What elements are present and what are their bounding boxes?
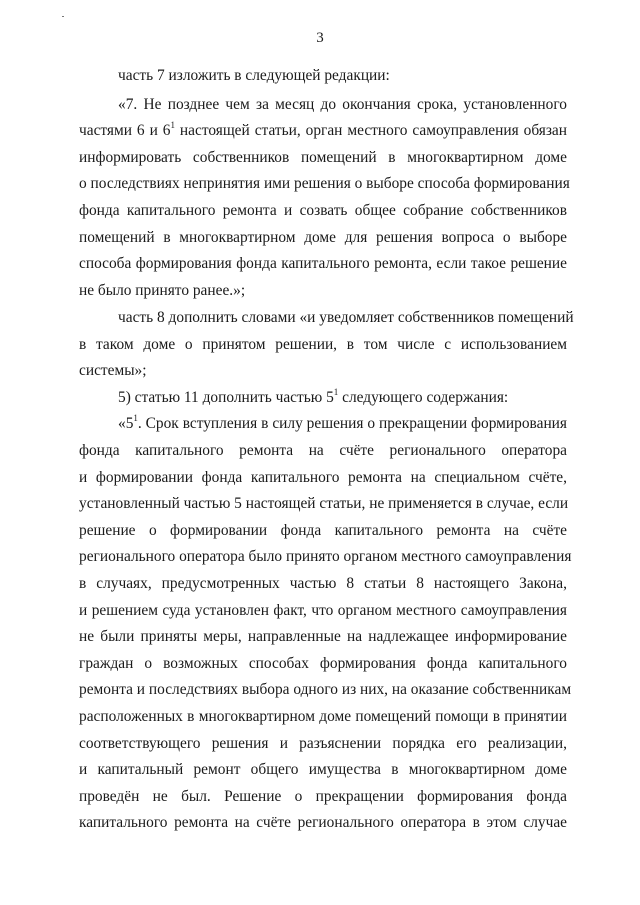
- text-line: соответствующего решения и разъяснении порядка его реализации,: [79, 735, 567, 752]
- text-line: и формировании фонда капитального ремонта на специальном счёте,: [79, 469, 567, 486]
- text-line: 5) статью 11 дополнить частью $5^1$ следующего содержания:: [118, 387, 509, 406]
- text-line: решение о формировании фонда капитального ремонта на счёте: [79, 522, 567, 539]
- text-line: «7. Не позднее чем за месяц до окончания срока, установленного: [118, 96, 567, 113]
- text-line: ремонта и последствиях выбора одного из них, на оказание собственникам: [79, 681, 572, 698]
- text-line: в таком доме о принятом решении, в том числе с использованием: [79, 336, 567, 353]
- page-number: 3: [316, 30, 324, 46]
- text-line: фонда капитального ремонта на счёте регионального оператора: [79, 442, 567, 459]
- text-line: расположенных в многоквартирном доме помещений помощи в принятии: [79, 708, 567, 725]
- text-line: часть 7 изложить в следующей редакции:: [118, 67, 390, 84]
- text-line: не было принято ранее.»;: [79, 282, 246, 299]
- text-line: помещений в многоквартирном доме для решения вопроса о выборе: [79, 229, 567, 246]
- text-line: часть 8 дополнить словами «и уведомляет собственников помещений: [118, 309, 574, 326]
- text-line: системы»;: [79, 362, 147, 379]
- text-line: и решением суда установлен факт, что органом местного самоуправления: [79, 602, 567, 619]
- text-line: «$5^1$. Срок вступления в силу решения о прекращении формирования: [118, 413, 567, 432]
- text-line: частями 6 и $6^1$ настоящей статьи, орган местного самоуправления обязан: [79, 120, 567, 139]
- text-line: о последствиях непринятия ими решения о выборе способа формирования: [79, 175, 570, 192]
- text-line: регионального оператора было принято органом местного самоуправления: [79, 548, 572, 565]
- text-line: не были приняты меры, направленные на надлежащее информирование: [79, 628, 567, 645]
- text-line: и капитальный ремонт общего имущества в многоквартирном доме: [79, 761, 567, 778]
- text-line: капитального ремонта на счёте регионального оператора в этом случае: [79, 814, 567, 831]
- text-line: в случаях, предусмотренных частью 8 статьи 8 настоящего Закона,: [79, 575, 567, 592]
- text-line: установленный частью 5 настоящей статьи, не применяется в случае, если: [79, 495, 569, 512]
- text-line: информировать собственников помещений в многоквартирном доме: [79, 149, 567, 166]
- text-line: граждан о возможных способах формирования фонда капитального: [79, 655, 567, 672]
- text-line: проведён не был. Решение о прекращении формирования фонда: [79, 788, 567, 805]
- text-line: фонда капитального ремонта и созвать общее собрание собственников: [79, 202, 567, 219]
- text-line: способа формирования фонда капитального ремонта, если такое решение: [79, 255, 567, 272]
- scan-speck: [62, 16, 64, 17]
